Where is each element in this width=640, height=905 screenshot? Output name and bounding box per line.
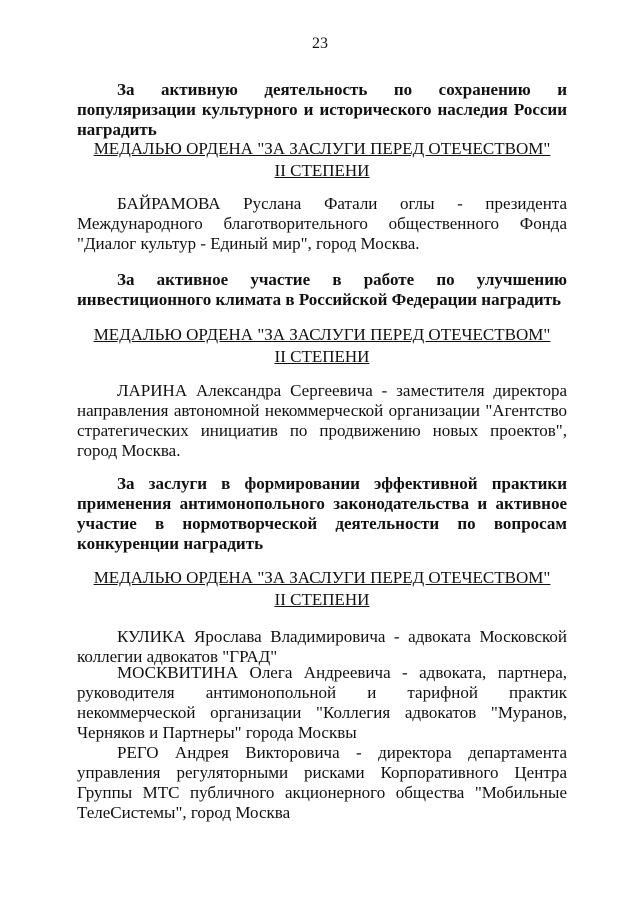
medal-title-line-1: МЕДАЛЬЮ ОРДЕНА "ЗА ЗАСЛУГИ ПЕРЕД ОТЕЧЕСТВОМ"	[93, 325, 551, 344]
section-1-intro: За активную деятельность по сохранению и популяризации культурного и исторического наследия России наградить	[77, 80, 567, 139]
medal-title-line-2: II СТЕПЕНИ	[274, 590, 370, 609]
section-3-intro: За заслуги в формировании эффективной практики применения антимонопольного законодательства и активное участие в нормотворческой деятельности по вопросам конкуренции наградить	[77, 474, 567, 553]
medal-title-line-1: МЕДАЛЬЮ ОРДЕНА "ЗА ЗАСЛУГИ ПЕРЕД ОТЕЧЕСТВОМ"	[93, 568, 551, 587]
medal-title-line-2: II СТЕПЕНИ	[274, 161, 370, 180]
section-3-awardee-1: КУЛИКА Ярослава Владимировича - адвоката Московской коллегии адвокатов "ГРАД"	[77, 627, 567, 666]
section-3-medal-title	[77, 567, 567, 611]
medal-title-line-2: II СТЕПЕНИ	[274, 347, 370, 366]
section-1-awardee-1: БАЙРАМОВА Руслана Фатали оглы - президента Международного благотворительного общественного Фонда "Диалог культур - Единый мир", город Москва.	[77, 194, 567, 253]
medal-title-line-1: МЕДАЛЬЮ ОРДЕНА "ЗА ЗАСЛУГИ ПЕРЕД ОТЕЧЕСТВОМ"	[93, 139, 551, 158]
section-2-awardee-1: ЛАРИНА Александра Сергеевича - заместителя директора направления автономной некоммерческой организации "Агентство стратегических инициатив по продвижению новых проектов", город Москва.	[77, 381, 567, 460]
section-3-awardee-2: МОСКВИТИНА Олега Андреевича - адвоката, партнера, руководителя антимонопольной и тарифной практик некоммерческой организации "Коллегия адвокатов "Муранов, Черняков и Партнеры" города Москвы	[77, 663, 567, 742]
section-2-intro: За активное участие в работе по улучшению инвестиционного климата в Российской Федерации наградить	[77, 270, 567, 309]
section-3-awardee-3: РЕГО Андрея Викторовича - директора департамента управления регуляторными рисками Корпоративного Центра Группы МТС публичного акционерного общества "Мобильные ТелеСистемы", город Москва	[77, 743, 567, 822]
page-number: 23	[312, 35, 328, 52]
section-1-medal-title	[77, 138, 567, 182]
section-2-medal-title	[77, 324, 567, 368]
